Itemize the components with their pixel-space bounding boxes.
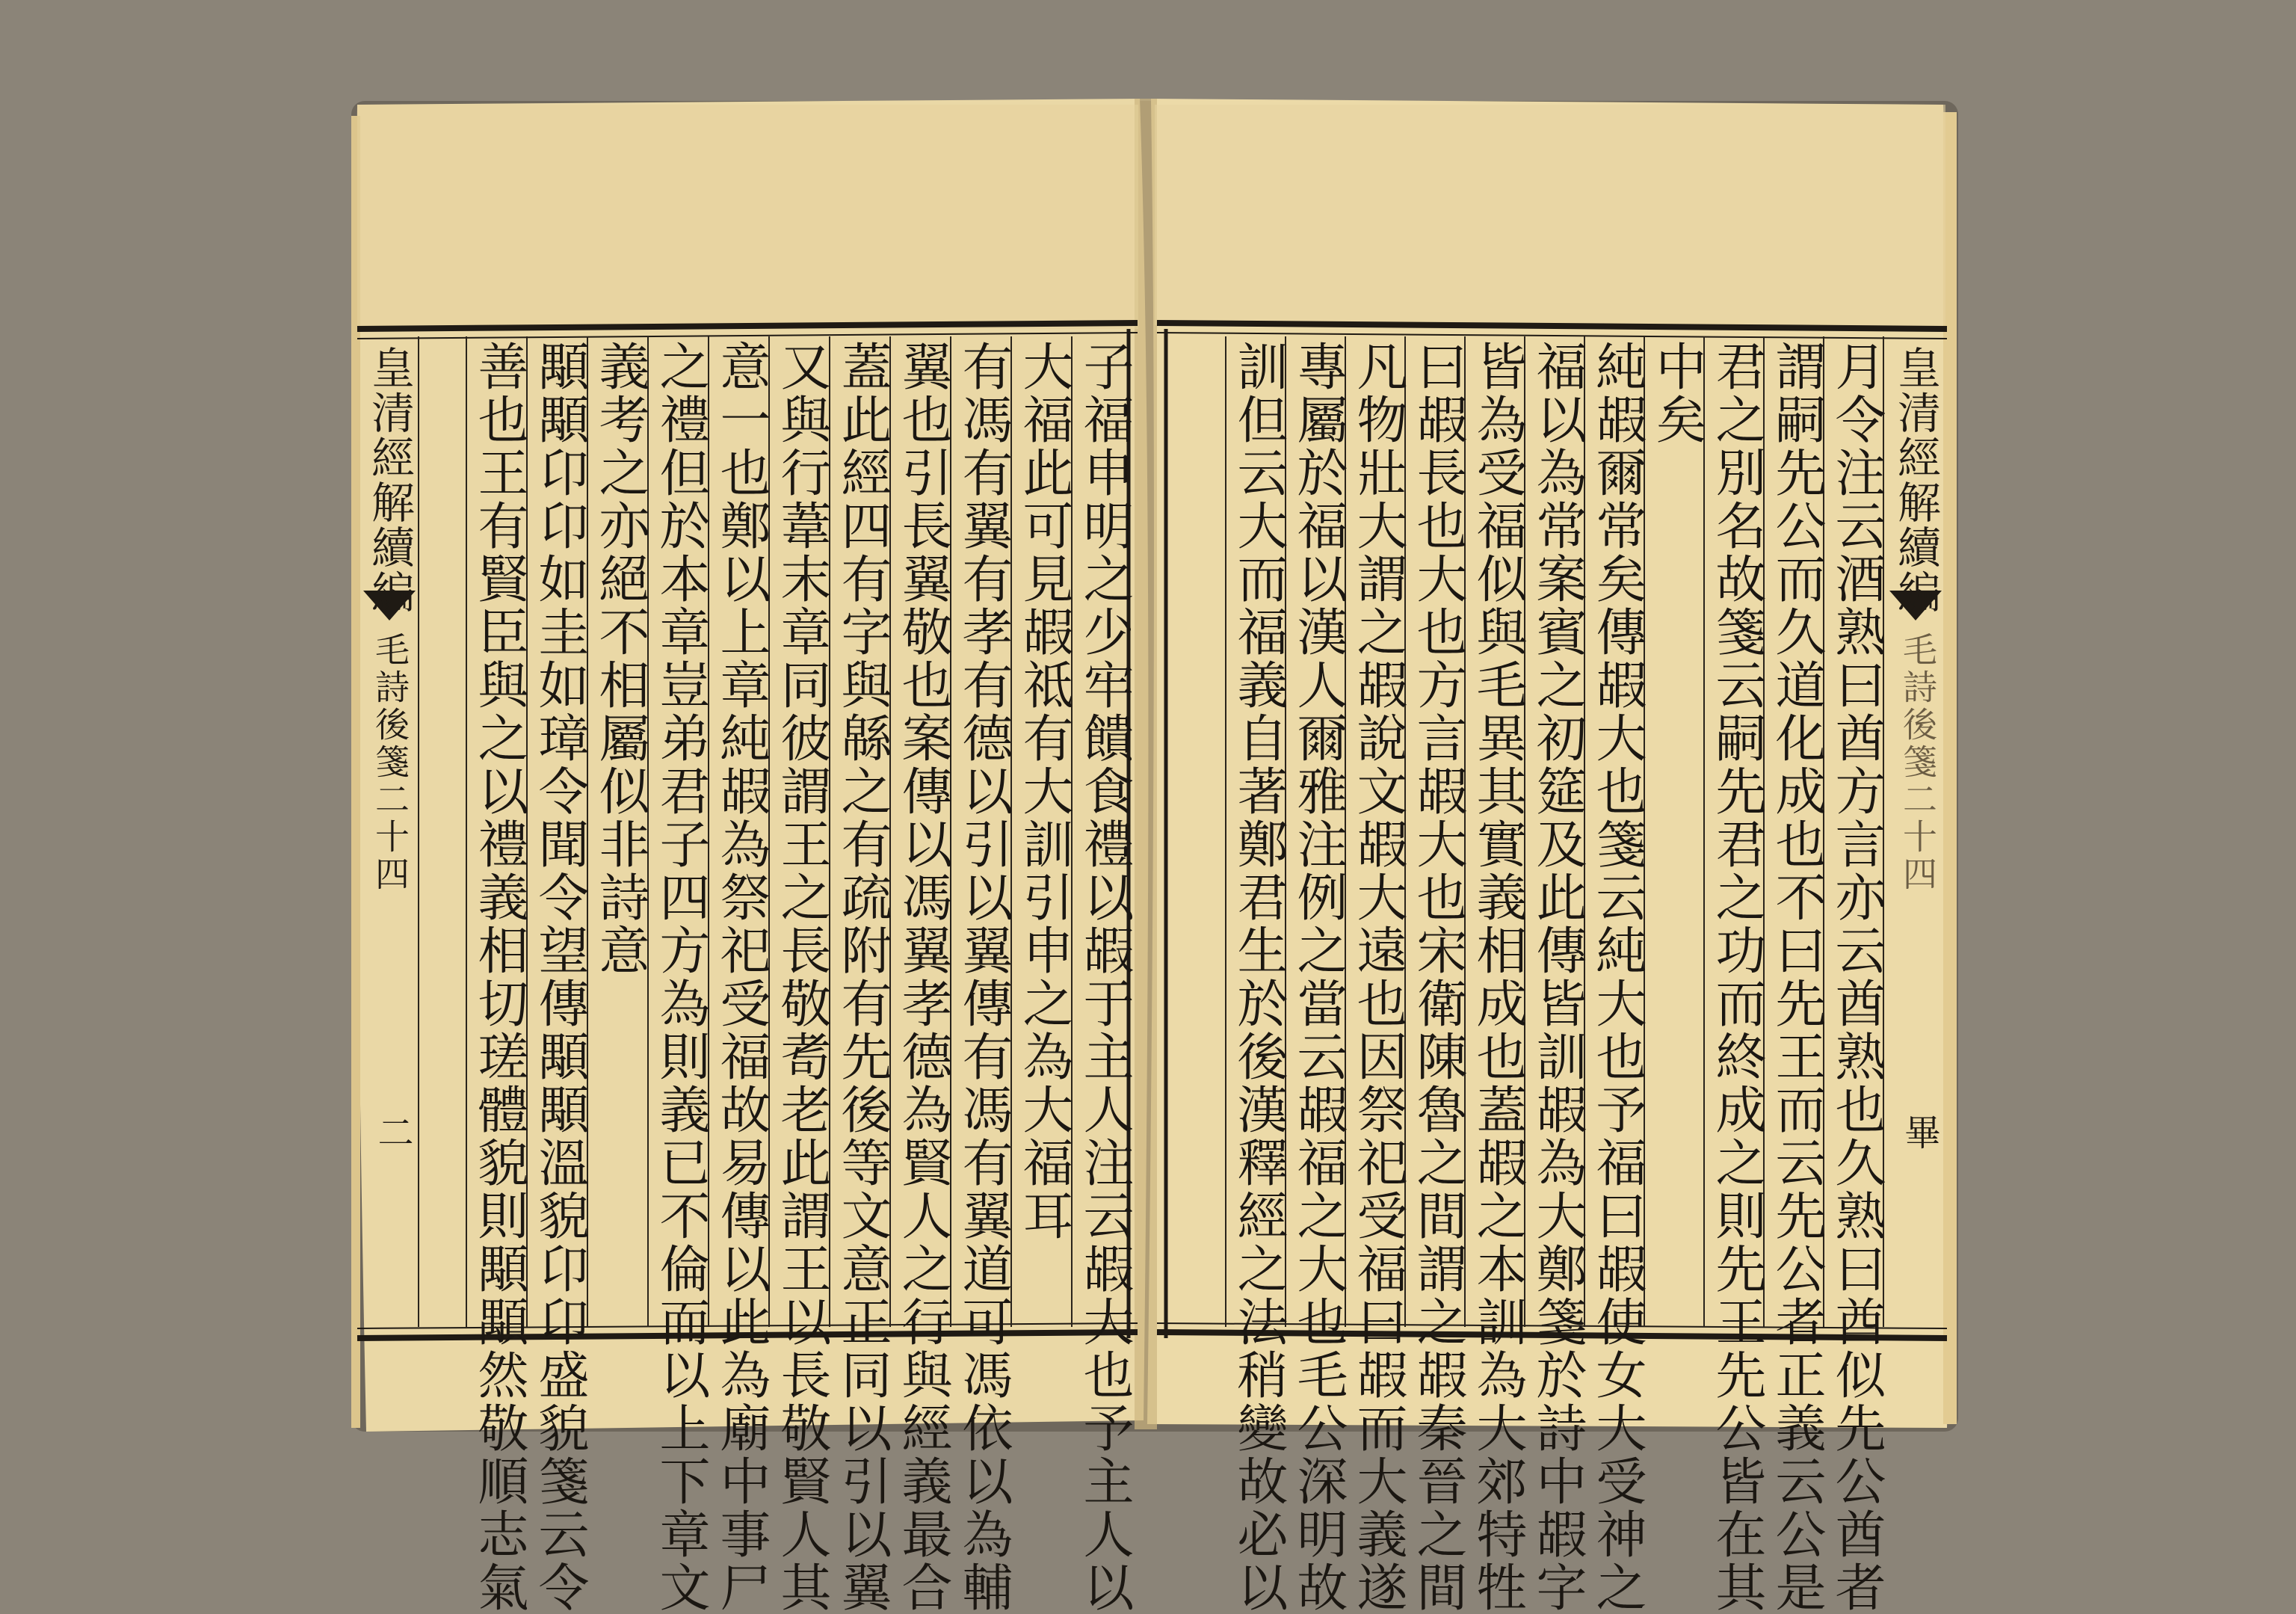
right-margin-page-number: 畢 [1898,1114,1940,1150]
right-margin-subtitle: 毛詩後箋二十四 [1898,632,1938,893]
left-column-7: 意一也鄭以上章純嘏為祭祀受福故易傳以此為廟中事尸 [712,340,771,1614]
right-column-10: 專屬於福以漢人爾雅注例之當云嘏福之大也毛公深明故 [1289,340,1348,1614]
left-column-2: 大福此可見嘏祗有大訓引申之為大福耳 [1014,340,1073,1242]
left-margin-title: 皇清經解續編 [364,345,415,615]
right-top-margin [1155,105,1945,325]
right-column-8: 曰嘏長也大也方言嘏大也宋衛陳魯之間謂之嘏秦晉之間 [1408,340,1467,1614]
right-column-4: 中矣 [1647,340,1706,446]
right-column-1: 月令注云酒熟曰酋方言亦云酋熟也久熟曰酋似先公酋者 [1827,340,1886,1614]
left-column-3: 有馮有翼有孝有德以引以翼傳有馮有翼道可馮依以為輔 [954,340,1013,1614]
left-top-margin [357,105,1138,329]
right-column-7: 皆為受福似與毛異其實義相成也蓋嘏之本訓為大郊特牲 [1468,340,1527,1614]
left-column-10: 顒顒卬卬如圭如璋令聞令望傳顒顒溫貌卬卬盛貌箋云令 [530,340,589,1614]
left-column-8: 之禮但於本章豈弟君子四方為則義已不倫而以上下章文 [651,340,710,1614]
left-column-6: 又與行葦末章同彼謂王之長敬耉老此謂王以長敬賢人其 [772,340,831,1614]
right-column-5: 純嘏爾常矣傳嘏大也箋云純大也予福曰嘏使女大受神之 [1587,340,1647,1614]
left-column-9: 義考之亦絕不相屬似非詩意 [590,340,649,977]
left-column-1: 子福申明之少牢饋食禮以嘏于主人注云嘏大也予主人以 [1075,340,1134,1614]
right-column-2: 謂嗣先公而久道化成也不曰先王而云先公者正義云公是 [1767,340,1826,1614]
right-column-9: 凡物壯大謂之嘏說文嘏大遠也因祭祀受福曰嘏而大義遂 [1348,340,1407,1614]
left-margin-page-number: 二 [371,1114,413,1150]
left-margin-subtitle: 毛詩後箋二十四 [370,632,410,893]
left-column-5: 蓋此經四有字與緜之有疏附有先後等文意正同以引以翼 [833,340,892,1614]
left-column-11: 善也王有賢臣與之以禮義相切瑳體貌則顒顒然敬順志氣 [469,340,528,1614]
right-column-11: 訓但云大而福義自著鄭君生於後漢釋經之法稍變故必以 [1229,340,1288,1614]
right-margin-title: 皇清經解續編 [1890,345,1941,615]
right-column-6: 福以為常案賓之初筵及此傳皆訓嘏為大鄭箋於詩中嘏字 [1528,340,1587,1614]
left-column-4: 翼也引長翼敬也案傳以馮翼孝德為賢人之行與經義最合 [893,340,952,1614]
right-column-3: 君之別名故箋云嗣先君之功而終成之則先王先公皆在其 [1707,340,1766,1614]
